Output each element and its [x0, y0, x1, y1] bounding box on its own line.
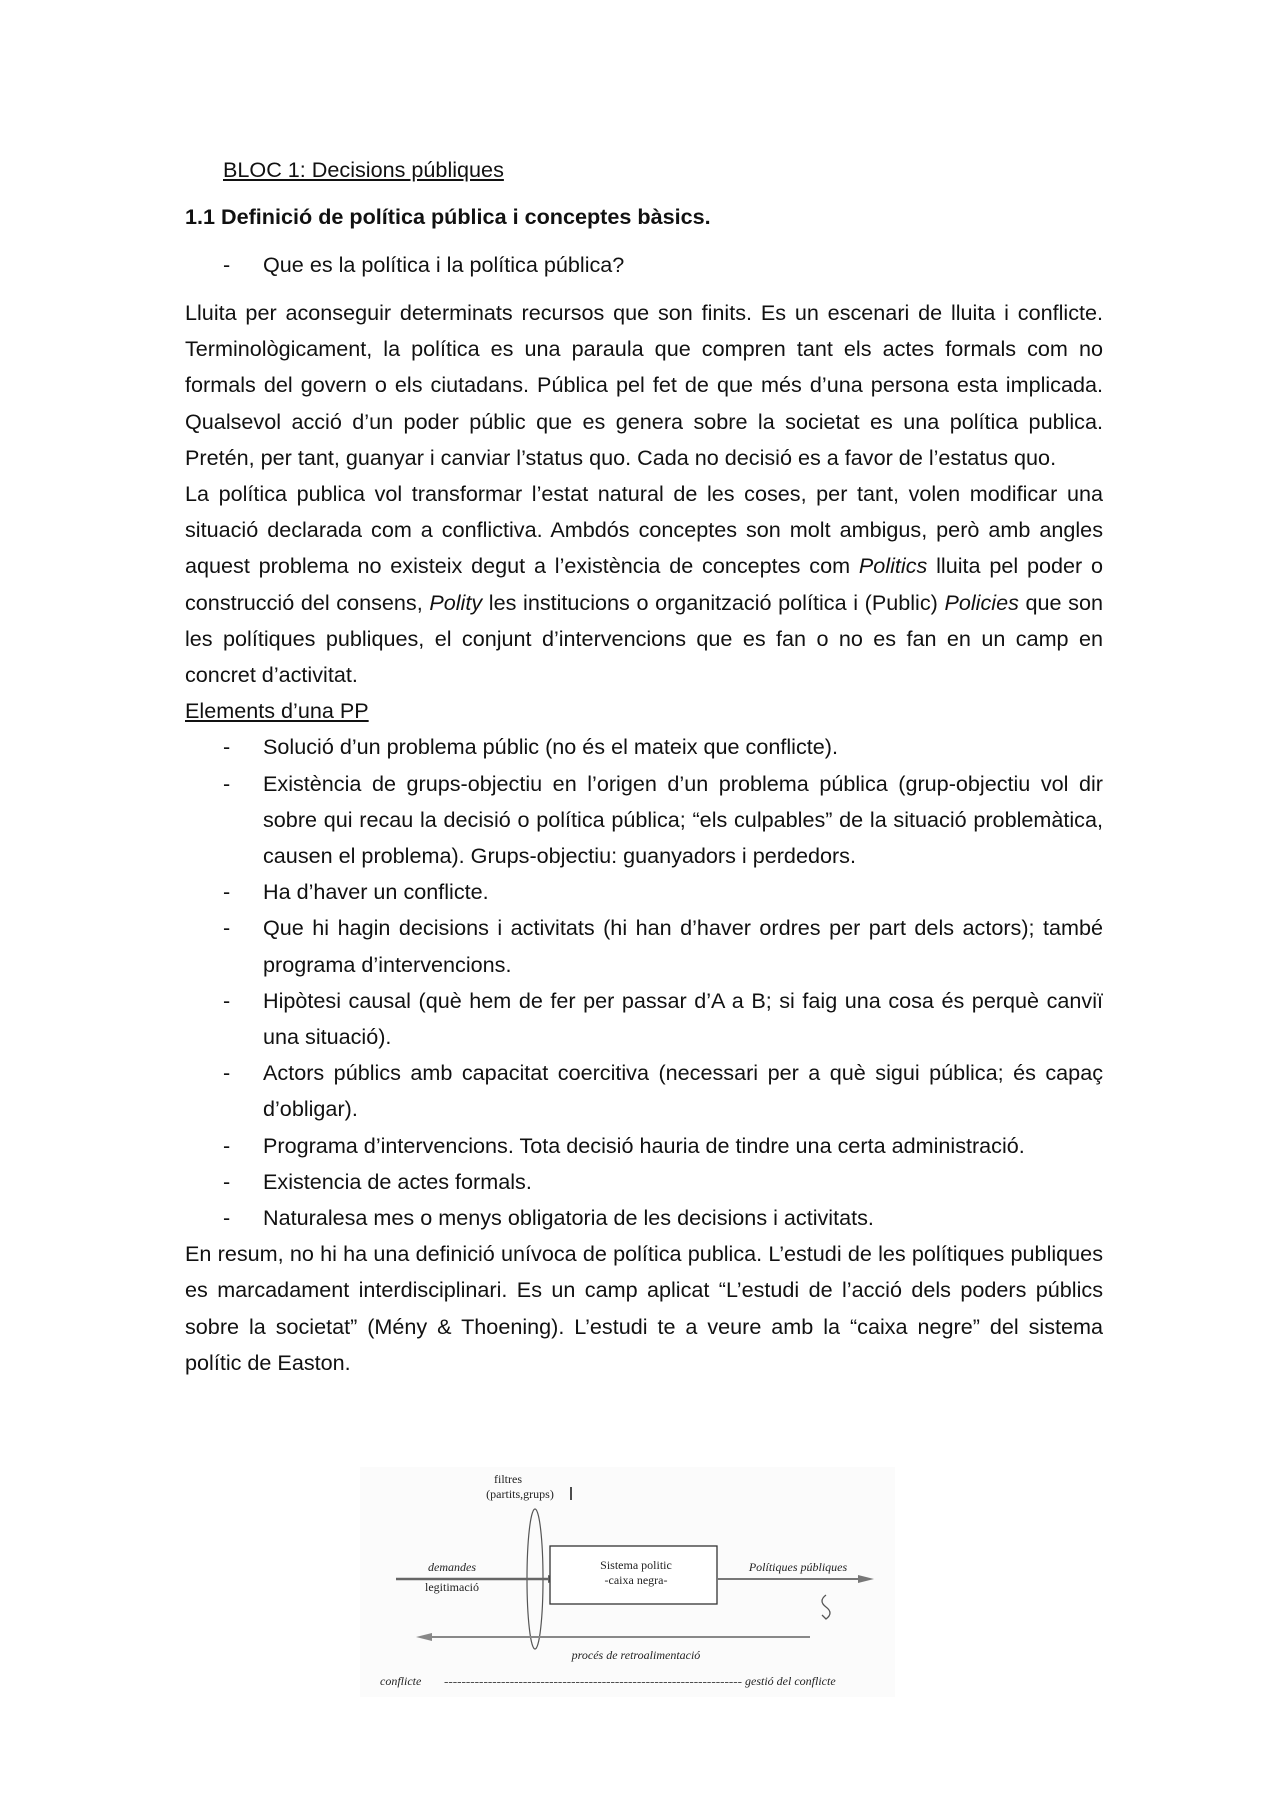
elements-list [0, 729, 1103, 1236]
section-title: 1.1 Definició de política pública i conceptes bàsics. [185, 204, 711, 229]
list-dash: - [223, 915, 231, 941]
list-item [185, 1164, 1103, 1200]
list-item [185, 766, 1103, 875]
list-dash: - [223, 987, 231, 1013]
list-item-text: Solució d’un problema públic (no és el mateix que conflicte). [263, 734, 838, 760]
list-item [185, 983, 1103, 1055]
paragraph-2-part-c: les institucions o organització política i (Public) [482, 589, 945, 615]
list-item-text: Que hi hagin decisions i activitats (hi han d’haver ordres per part dels actors); també programa d’intervencions. [263, 915, 1103, 977]
label-filtres-sub: (partits,grups) [486, 1487, 554, 1501]
list-item [185, 874, 1103, 910]
label-legitimacio: legitimació [425, 1580, 479, 1594]
list-item-text: Existencia de actes formals. [263, 1168, 532, 1194]
list-dash: - [223, 879, 231, 905]
list-dash: - [223, 734, 231, 760]
paragraph-1: Lluita per aconseguir determinats recursos que son finits. Es un escenari de lluita i conflicte. Terminològicament, la política es una paraula que compren tant els actes formals com no formals del govern o els ciutadans. Pública pel fet de que més d’una persona esta implicada. Qualsevol acció d’un poder públic que es genera sobre la societat es una política publica. Pretén, per tant, guanyar i canviar l’status quo. Cada no decisió es a favor de l’estatus quo. [185, 300, 1103, 470]
summary-paragraph: En resum, no hi ha una definició unívoca de política publica. L’estudi de les polítiques publiques es marcadament interdisciplinari. Es un camp aplicat “L’estudi de l’acció dels poders públics sobre la societat” (Mény & Thoening). L’estudi te a veure amb la “caixa negre” del sistema polític de Easton. [185, 1241, 1103, 1375]
body-text [185, 295, 1103, 1381]
label-caixa: -caixa negra- [604, 1573, 668, 1587]
list-item [185, 1055, 1103, 1127]
term-polity: Polity [429, 589, 483, 615]
list-dash: - [223, 770, 231, 796]
label-demandes: demandes [428, 1560, 476, 1574]
list-item [185, 1128, 1103, 1164]
question-text: Que es la política i la política pública? [263, 252, 625, 277]
label-politiques: Polítiques públiques [748, 1560, 848, 1574]
list-item [185, 729, 1103, 765]
label-filtres: filtres [494, 1472, 522, 1486]
elements-heading: Elements d’una PP [185, 698, 369, 724]
list-item-text: Actors públics amb capacitat coercitiva (necessari per a què sigui pública; és capaç d’obligar). [263, 1060, 1103, 1122]
list-dash: - [223, 1060, 231, 1086]
label-sistema: Sistema politic [600, 1558, 672, 1572]
paragraph-2-part-d: que son les polítiques publiques, el conjunt d’intervencions que es fan o no es fan en un camp en concret d’activitat. [185, 589, 1103, 688]
paragraph-2-part-a: La política publica vol transformar l’estat natural de les coses, per tant, volen modificar una situació declarada com a conflictiva. Ambdós conceptes son molt ambigus, però amb angles aquest problema no existeix degut a l’existència de conceptes com [185, 481, 1103, 579]
list-item-text: Hipòtesi causal (què hem de fer per passar d’A a B; si faig una cosa és perquè canviï una situació). [263, 987, 1103, 1050]
term-policies: Policies [944, 589, 1019, 615]
list-item-text: Programa d’intervencions. Tota decisió hauria de tindre una certa administració. [263, 1132, 1025, 1158]
list-dash: - [223, 1205, 231, 1231]
label-dashes: -------------------------------------------------------------------- [444, 1677, 742, 1688]
bloc-title: BLOC 1: Decisions públiques [223, 157, 504, 182]
paragraph-2 [185, 476, 1103, 693]
list-item-text: Naturalesa mes o menys obligatoria de les decisions i activitats. [263, 1205, 874, 1231]
label-proces: procés de retroalimentació [571, 1648, 701, 1662]
list-dash: - [223, 252, 231, 277]
list-item [185, 910, 1103, 982]
paragraph-2-part-b: lluita pel poder o construcció del consens, [185, 553, 1103, 615]
question-item [223, 247, 624, 283]
label-gestio: gestió del conflicte [745, 1674, 836, 1688]
list-dash: - [223, 1168, 231, 1194]
list-item [185, 1200, 1103, 1236]
list-item-text: Existència de grups-objectiu en l’origen d’un problema pública (grup-objectiu vol dir sobre qui recau la decisió o política pública; “els culpables” de la situació problemàtica, causen el problema). Grups-objectiu: guanyadors i perdedors. [263, 770, 1103, 869]
list-item-text: Ha d’haver un conflicte. [263, 879, 489, 905]
term-politics: Politics [858, 553, 928, 579]
label-conflicte: conflicte [380, 1674, 422, 1688]
easton-diagram [360, 1467, 895, 1697]
list-dash: - [223, 1132, 231, 1158]
